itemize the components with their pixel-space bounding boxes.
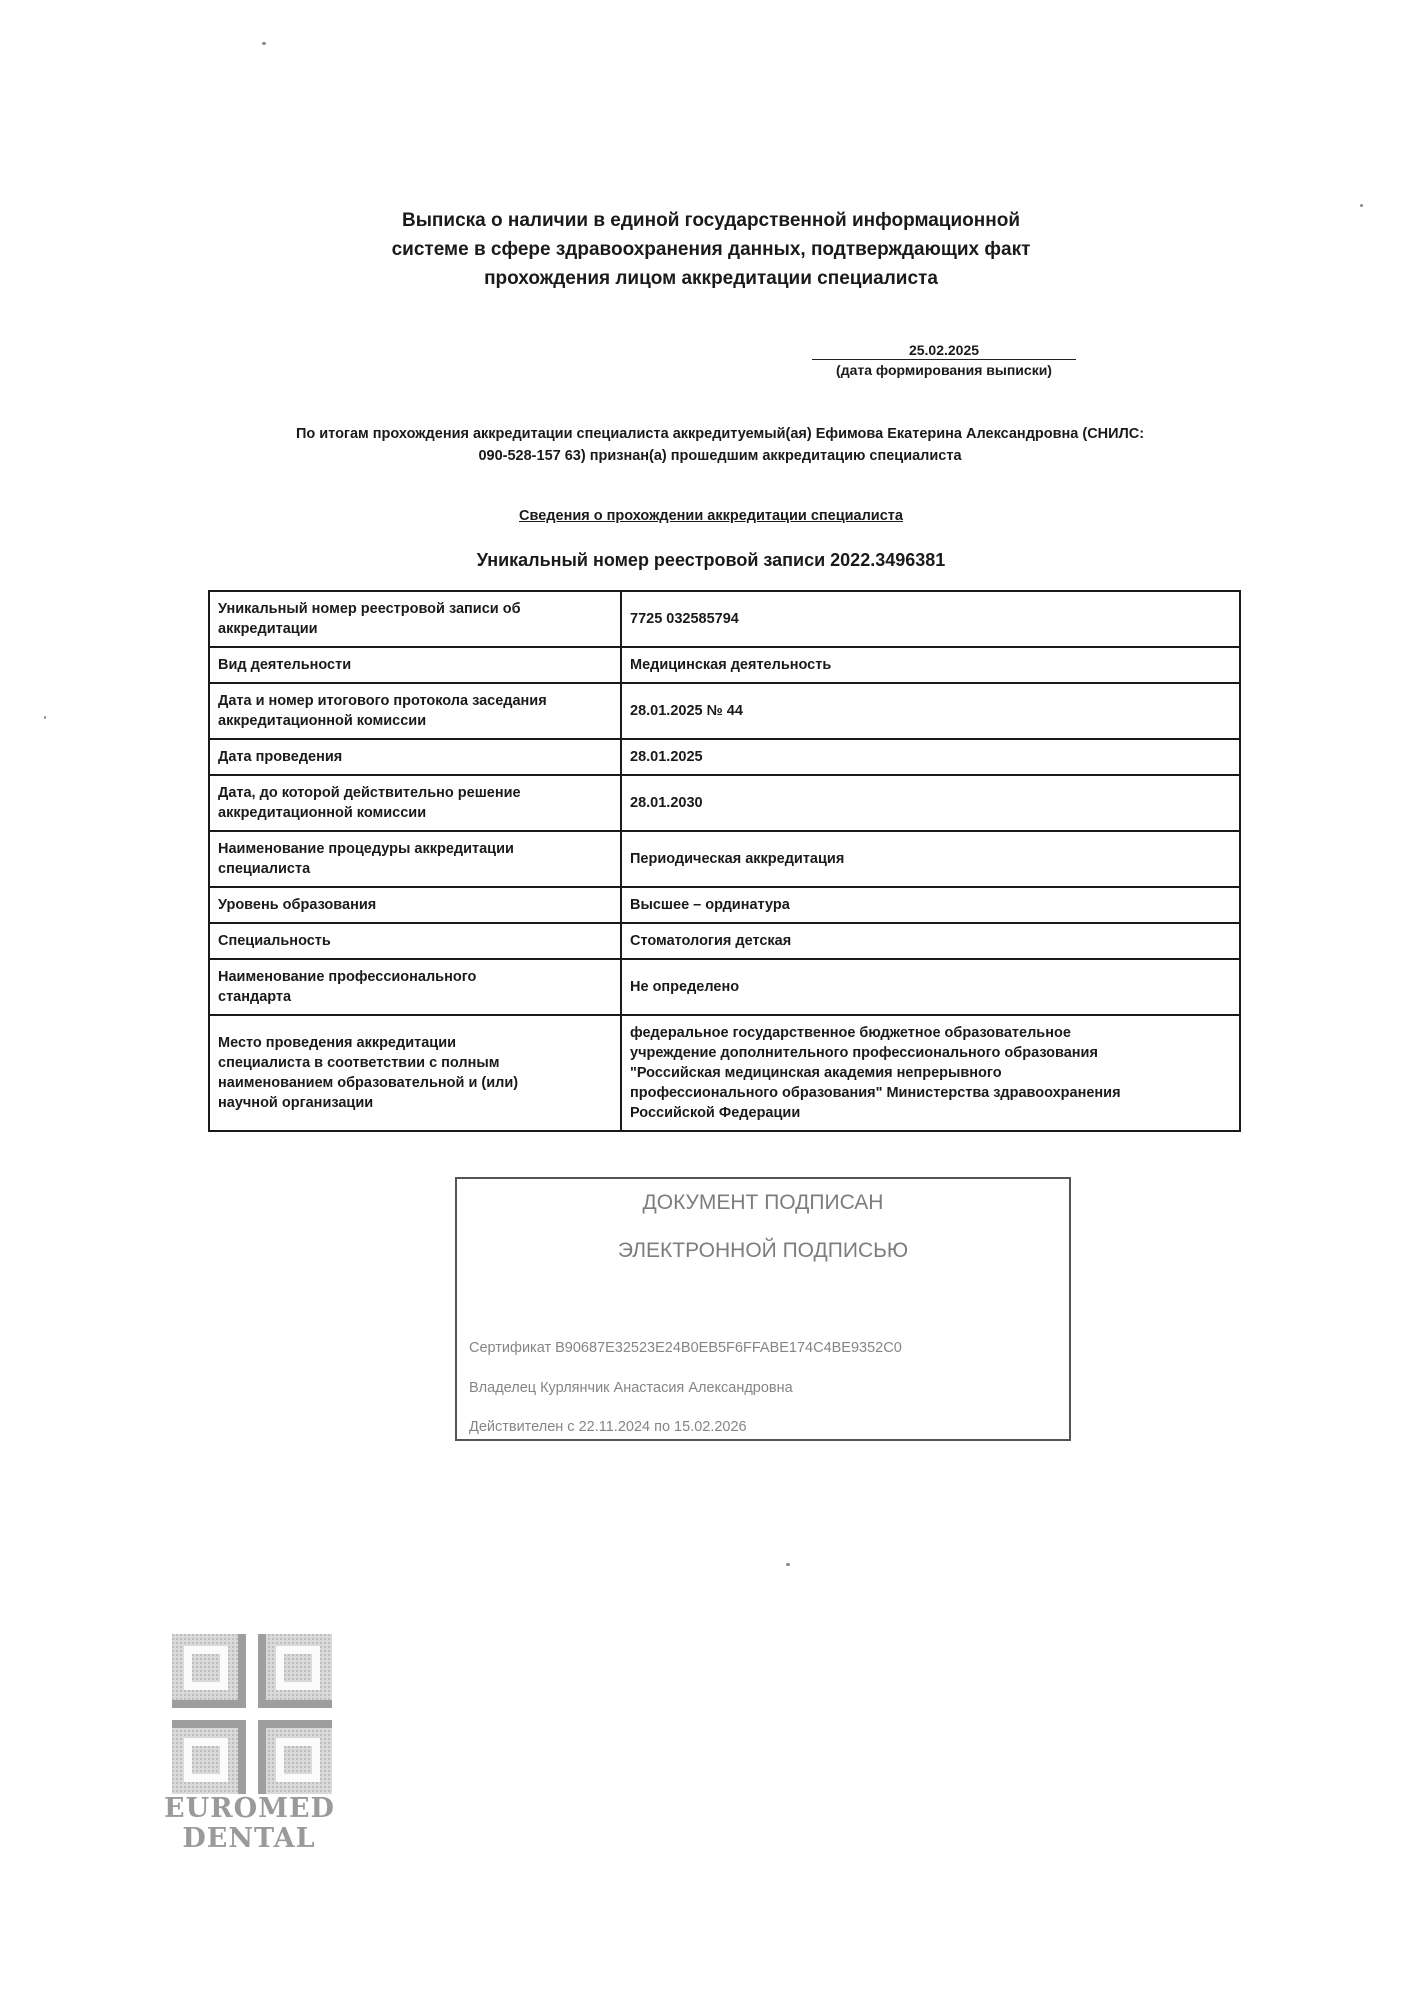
table-row	[209, 831, 1240, 887]
row-label-line: аккредитационной комиссии	[218, 805, 427, 821]
table-row	[209, 683, 1240, 739]
row-value-line: "Российская медицинская академия непрерывного	[630, 1065, 1002, 1081]
euromed-grid-logo-icon	[164, 1634, 334, 1794]
scan-speck	[44, 716, 46, 719]
row-label	[209, 683, 621, 739]
row-label	[209, 647, 621, 683]
row-value-line: Российской Федерации	[630, 1105, 801, 1121]
intro-line: По итогам прохождения аккредитации специалиста аккредитуемый(ая) Ефимова Екатерина Александровна (СНИЛС:	[295, 426, 1145, 442]
row-label-line: специалиста в соответствии с полным	[218, 1055, 500, 1071]
row-value	[621, 923, 1240, 959]
scan-speck	[1360, 204, 1363, 207]
row-label-line: научной организации	[218, 1095, 374, 1111]
table-row	[209, 1015, 1240, 1131]
row-label-line: Место проведения аккредитации	[218, 1035, 457, 1051]
table-row	[209, 923, 1240, 959]
issue-date-block	[812, 342, 1076, 378]
row-value-line: Периодическая аккредитация	[630, 851, 845, 867]
row-label-line: аккредитационной комиссии	[218, 713, 427, 729]
row-label-line: Дата и номер итогового протокола заседания	[218, 693, 547, 709]
row-label	[209, 959, 621, 1015]
row-value	[621, 591, 1240, 647]
row-label-line: Наименование процедуры аккредитации	[218, 841, 514, 857]
table-row	[209, 647, 1240, 683]
row-label-line: аккредитации	[218, 621, 318, 637]
logo-text-line2: DENTAL	[182, 1823, 316, 1854]
document-title-line: системе в сфере здравоохранения данных, подтверждающих факт	[391, 239, 1031, 260]
row-label-line: Наименование профессионального	[218, 969, 477, 985]
row-value	[621, 1015, 1240, 1131]
row-value-line: учреждение дополнительного профессионального образования	[630, 1045, 1098, 1061]
row-label-line: наименованием образовательной и (или)	[218, 1075, 519, 1091]
scan-speck	[786, 1563, 790, 1566]
row-value-line: Медицинская деятельность	[630, 657, 832, 673]
row-value-line: профессионального образования" Министерства здравоохранения	[630, 1085, 1121, 1101]
issue-date: 25.02.2025	[812, 342, 1076, 360]
row-label	[209, 1015, 621, 1131]
table-row	[209, 887, 1240, 923]
row-value	[621, 647, 1240, 683]
row-label	[209, 831, 621, 887]
row-value	[621, 831, 1240, 887]
row-label-line: специалиста	[218, 861, 311, 877]
row-label-line: Специальность	[218, 933, 331, 949]
row-value-line: Высшее – ординатура	[630, 897, 790, 913]
row-label-line: Вид деятельности	[218, 657, 352, 673]
euromed-dental-logo	[164, 1634, 334, 1854]
stamp-validity: Действителен с 22.11.2024 по 15.02.2026	[469, 1419, 747, 1435]
row-value-line: 28.01.2025	[630, 749, 703, 765]
row-value	[621, 739, 1240, 775]
accreditation-table	[208, 590, 1241, 1132]
row-value	[621, 887, 1240, 923]
row-value-line: федеральное государственное бюджетное образовательное	[630, 1025, 1071, 1041]
table-row	[209, 739, 1240, 775]
stamp-owner: Владелец Курлянчик Анастасия Александровна	[469, 1380, 793, 1396]
intro-line: 090-528-157 63) признан(а) прошедшим аккредитацию специалиста	[478, 448, 962, 464]
row-label	[209, 923, 621, 959]
row-label	[209, 775, 621, 831]
logo-text-line1: EUROMED	[164, 1793, 335, 1824]
table-row	[209, 591, 1240, 647]
document-title	[0, 206, 1422, 293]
row-value-line: 28.01.2030	[630, 795, 703, 811]
intro-paragraph	[200, 423, 1240, 467]
row-value-line: Стоматология детская	[630, 933, 792, 949]
row-label-line: Дата, до которой действительно решение	[218, 785, 521, 801]
registry-number-title: Уникальный номер реестровой записи 2022.3496381	[476, 550, 946, 570]
section-title: Сведения о прохождении аккредитации специалиста	[519, 508, 903, 524]
document-title-line: Выписка о наличии в единой государственной информационной	[401, 210, 1021, 231]
row-value	[621, 683, 1240, 739]
accreditation-table-body	[209, 591, 1240, 1131]
row-value-line: 7725 032585794	[630, 611, 739, 627]
table-row	[209, 775, 1240, 831]
document-title-line: прохождения лицом аккредитации специалиста	[484, 268, 938, 289]
electronic-signature-stamp	[455, 1177, 1071, 1441]
row-value-line: Не определено	[630, 979, 740, 995]
stamp-heading: ДОКУМЕНТ ПОДПИСАН	[642, 1191, 884, 1214]
stamp-certificate: Сертификат B90687E32523E24B0EB5F6FFABE174C4BE9352C0	[469, 1340, 902, 1356]
row-label	[209, 887, 621, 923]
row-value-line: 28.01.2025 № 44	[630, 703, 743, 719]
scan-speck	[262, 42, 266, 45]
row-label-line: Уровень образования	[218, 897, 377, 913]
row-label-line: стандарта	[218, 989, 292, 1005]
row-label	[209, 739, 621, 775]
row-value	[621, 959, 1240, 1015]
row-value	[621, 775, 1240, 831]
row-label-line: Уникальный номер реестровой записи об	[218, 601, 521, 617]
table-row	[209, 959, 1240, 1015]
stamp-subheading: ЭЛЕКТРОННОЙ ПОДПИСЬЮ	[617, 1239, 909, 1262]
issue-date-caption: (дата формирования выписки)	[836, 362, 1052, 378]
row-label	[209, 591, 621, 647]
row-label-line: Дата проведения	[218, 749, 343, 765]
